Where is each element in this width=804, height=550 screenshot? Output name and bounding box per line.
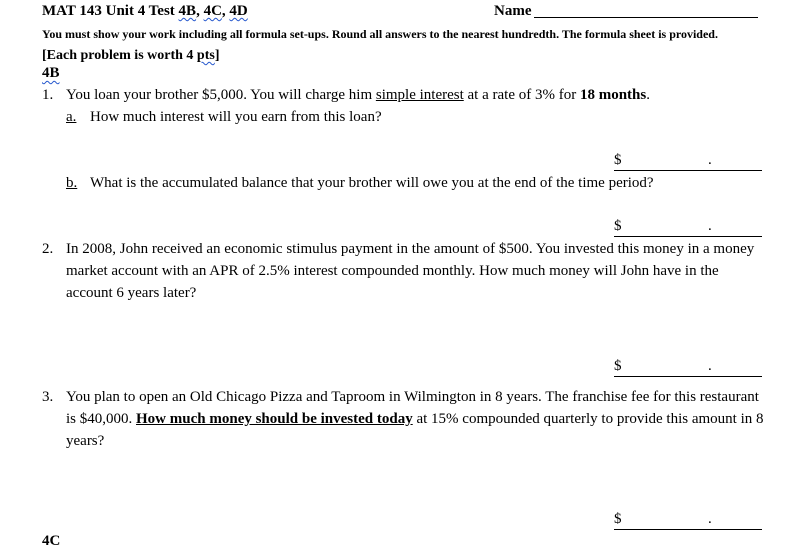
question-3-text [66, 386, 768, 452]
q3-emphasis: How much money should be invested today [136, 411, 413, 427]
q1-text-b: at a rate of 3% for [463, 87, 580, 103]
decimal-point: . [708, 218, 712, 234]
q1-part-a-text: How much interest will you earn from this loan? [90, 109, 382, 125]
question-2-text: In 2008, John received an economic stimulus payment in the amount of $500. You invested this money in a money market account with an APR of 2.5% interest compounded monthly. How much money will John have in the account 6 years later? [66, 241, 755, 301]
name-label: Name [494, 3, 532, 19]
title-prefix: MAT 143 Unit 4 Test [42, 3, 179, 19]
q1-duration: 18 months [579, 87, 647, 103]
points-note [42, 48, 220, 63]
question-number-2: 2. [42, 241, 54, 257]
title-unit-4d: 4D [229, 3, 248, 19]
q1-simple-interest: simple interest [375, 87, 464, 103]
dollar-sign: $ [614, 152, 622, 168]
decimal-point: . [708, 152, 712, 168]
question-number-1: 1. [42, 87, 54, 103]
instructions-text: You must show your work including all formula set-ups. Round all answers to the nearest hundredth. The formula sheet is provided. [42, 27, 718, 41]
answer-blank-2[interactable] [614, 358, 762, 377]
title-unit-4c: 4C [203, 3, 222, 19]
section-heading-4c: 4C [42, 533, 61, 549]
dollar-sign: $ [614, 511, 622, 527]
decimal-point: . [708, 358, 712, 374]
name-field[interactable] [534, 17, 758, 18]
points-pts: pts [196, 48, 215, 63]
title-unit-4b: 4B [178, 3, 197, 19]
decimal-point: . [708, 511, 712, 527]
instructions [42, 24, 742, 66]
q3-text-b: at 15% compounded quarterly to provide this amount in 8 years? [66, 411, 764, 449]
q1-part-b-label: b. [66, 175, 78, 191]
question-1-text [66, 84, 650, 106]
points-close: ] [214, 48, 220, 63]
title-sep: , [221, 3, 230, 19]
answer-blank-1b[interactable] [614, 218, 762, 237]
dollar-sign: $ [614, 358, 622, 374]
title-sep: , [196, 3, 204, 19]
test-title [42, 3, 248, 20]
q1-text-c: . [646, 87, 650, 103]
q3-text-a: You plan to open an Old Chicago Pizza and Taproom in Wilmington in 8 years. The franchise fee for this restaurant is $40,000. [66, 389, 759, 427]
q1-text-a: You loan your brother $5,000. You will charge him [66, 87, 376, 103]
answer-blank-1a[interactable] [614, 152, 762, 171]
section-heading-4b: 4B [42, 65, 60, 81]
points-open: [Each problem is worth 4 [42, 48, 197, 63]
question-number-3: 3. [42, 389, 54, 405]
q1-part-a-label: a. [66, 109, 77, 125]
dollar-sign: $ [614, 218, 622, 234]
answer-blank-3[interactable] [614, 511, 762, 530]
q1-part-b-text: What is the accumulated balance that your brother will owe you at the end of the time period? [90, 175, 654, 191]
